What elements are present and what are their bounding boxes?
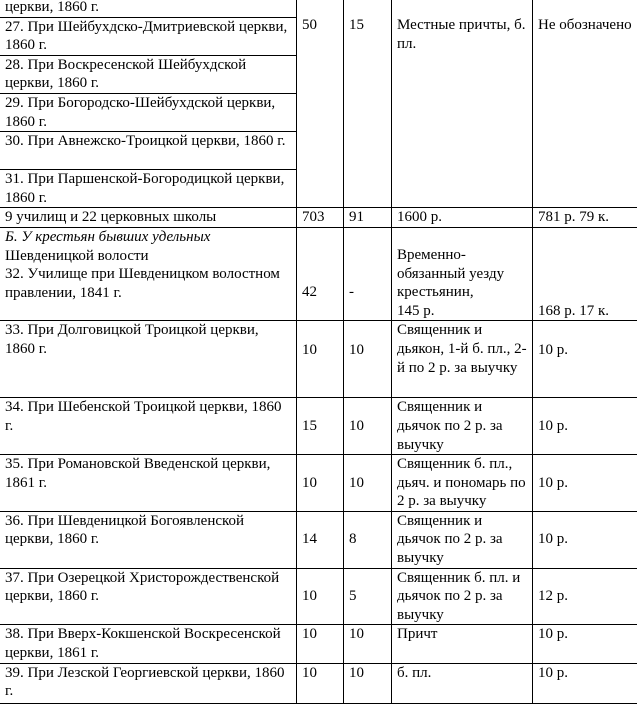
school-name: 28. При Воскресенской Шейбухдской церкви, 1860 г. [0, 55, 297, 93]
table-row [0, 625, 637, 663]
teachers-count: - [344, 227, 392, 320]
pupils-count: 10 [297, 455, 344, 512]
school-name: 33. При Долговицкой Троицкой церкви, 1860 г. [0, 321, 297, 398]
cost: 10 р. [533, 511, 637, 568]
school-name: 29. При Богородско-Шейбухдской церкви, 1860 г. [0, 93, 297, 131]
cost: 10 р. [533, 663, 637, 703]
table-row [0, 511, 637, 568]
teachers-count: 15 [344, 0, 392, 208]
teacher-info: Священник б. пл. и дьячок по 2 р. за выучку [392, 568, 533, 625]
pupils-count: 15 [297, 398, 344, 455]
school-name: 36. При Шевденицкой Богоявленской церкви, 1860 г. [0, 511, 297, 568]
teachers-count: 10 [344, 625, 392, 663]
teacher-info: Причт [392, 625, 533, 663]
cost: 10 р. [533, 398, 637, 455]
table-row [0, 321, 637, 398]
table-row [0, 398, 637, 455]
school-name: 30. При Авнежско-Троицкой церкви, 1860 г. [0, 132, 297, 170]
table-row [0, 0, 637, 17]
school-name: 27. При Шейбухдско-Дмитриевской церкви, 1860 г. [0, 17, 297, 55]
cost: 12 р. [533, 568, 637, 625]
section-b-cell [0, 227, 297, 320]
table-row [0, 663, 637, 703]
cost: 781 р. 79 к. [533, 208, 637, 228]
teacher-pay: 145 р. [397, 302, 527, 321]
cost: Не обозначено [533, 0, 637, 208]
school-name: церкви, 1860 г. [0, 0, 297, 17]
teachers-count: 10 [344, 455, 392, 512]
pupils-count: 10 [297, 625, 344, 663]
section-heading: Б. У крестьян бывших удельных [5, 228, 291, 247]
teacher-info: 1600 р. [392, 208, 533, 228]
cost: 10 р. [533, 455, 637, 512]
table-row [0, 455, 637, 512]
cost: 168 р. 17 к. [533, 227, 637, 320]
pupils-count: 50 [297, 0, 344, 208]
school-name: 37. При Озерецкой Христорождественской церкви, 1860 г. [0, 568, 297, 625]
teacher-info: б. пл. [392, 663, 533, 703]
pupils-count: 10 [297, 321, 344, 398]
cost: 10 р. [533, 625, 637, 663]
school-name: 31. При Паршенской-Богородицкой церкви, 1860 г. [0, 170, 297, 208]
pupils-count: 14 [297, 511, 344, 568]
teacher-info: Священник и дьякон, 1-й б. пл., 2-й по 2 р. за выучку [392, 321, 533, 398]
school-name: 32. Училище при Шевденицком волостном правлении, 1841 г. [5, 265, 291, 302]
teacher-info: Местные причты, б. пл. [392, 0, 533, 208]
teacher-info: Священник и дьячок по 2 р. за выучку [392, 398, 533, 455]
school-name: 39. При Лезской Георгиевской церкви, 1860 г. [0, 663, 297, 703]
pupils-count: 703 [297, 208, 344, 228]
pupils-count: 42 [297, 227, 344, 320]
teachers-count: 10 [344, 321, 392, 398]
teachers-count: 91 [344, 208, 392, 228]
table-row [0, 227, 637, 320]
school-name: 38. При Вверх-Кокшенской Воскресенской церкви, 1861 г. [0, 625, 297, 663]
total-label: 9 училищ и 22 церковных школы [0, 208, 297, 228]
section-subheading: Шевденицкой волости [5, 247, 291, 266]
teacher-info: Священник б. пл., дьяч. и пономарь по 2 р. за выучку [392, 455, 533, 512]
teacher-info-cell [392, 227, 533, 320]
total-row [0, 208, 637, 228]
teachers-count: 8 [344, 511, 392, 568]
teachers-count: 5 [344, 568, 392, 625]
table-row [0, 568, 637, 625]
pupils-count: 10 [297, 568, 344, 625]
teacher-info: Священник и дьячок по 2 р. за выучку [392, 511, 533, 568]
cost: 10 р. [533, 321, 637, 398]
pupils-count: 10 [297, 663, 344, 703]
school-name: 35. При Романовской Введенской церкви, 1861 г. [0, 455, 297, 512]
teacher-info: Временно-обязанный уезду крестьянин, [397, 246, 527, 302]
school-name: 34. При Шебенской Троицкой церкви, 1860 г. [0, 398, 297, 455]
teachers-count: 10 [344, 398, 392, 455]
teachers-count: 10 [344, 663, 392, 703]
